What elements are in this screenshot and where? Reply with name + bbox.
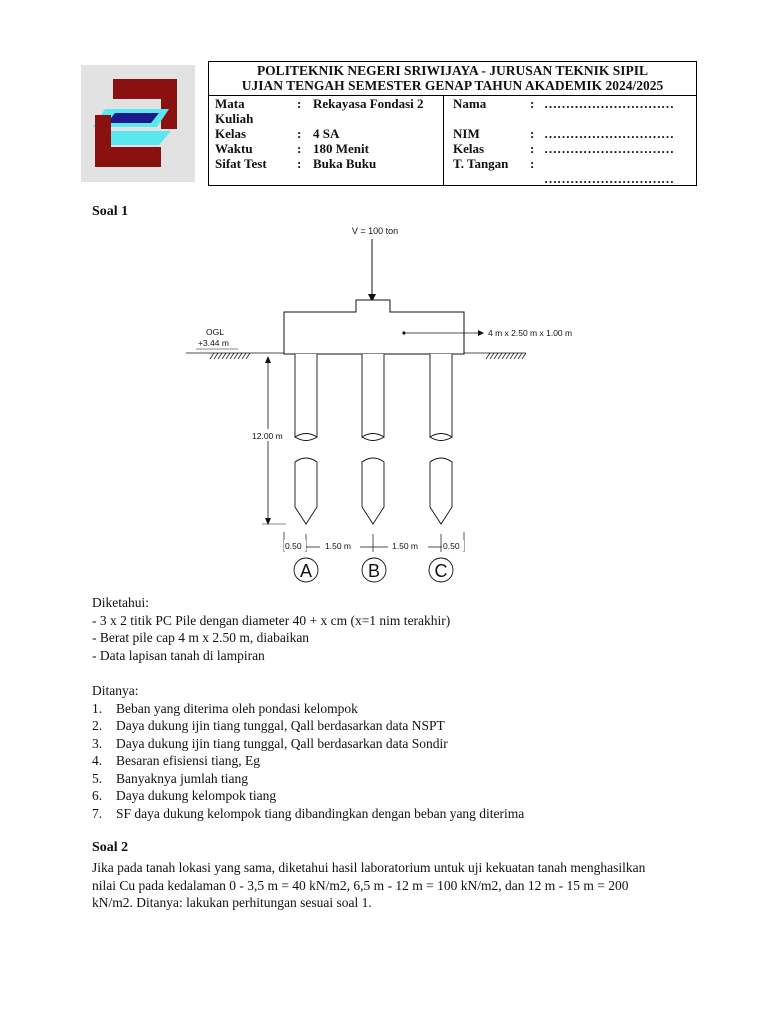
kelas-field[interactable]: ………………………… <box>544 141 674 156</box>
label-tanda-tangan: T. Tangan <box>453 156 509 171</box>
label-nim: NIM <box>453 126 480 141</box>
student-info <box>444 95 696 185</box>
ogl-label: OGL <box>206 327 224 337</box>
tanda-tangan-field[interactable]: ………………………… <box>544 171 674 186</box>
value-sifat-test: Buka Buku <box>313 156 377 171</box>
depth-label: 12.00 m <box>252 431 283 441</box>
list-text: Daya dukung kelompok tiang <box>116 788 277 803</box>
depth-arrowhead-top-icon <box>265 356 271 363</box>
list-number: 2. <box>92 718 103 733</box>
list-item <box>92 717 524 735</box>
value-mata-kuliah: Rekayasa Fondasi 2 <box>313 96 424 111</box>
ground-hatch-right <box>486 353 526 359</box>
header-title <box>209 62 696 96</box>
colon: : <box>297 141 302 156</box>
ditanya-section <box>92 682 524 822</box>
list-number: 7. <box>92 805 103 821</box>
list-number: 1. <box>92 700 103 716</box>
list-item <box>92 700 524 718</box>
pile-c <box>430 354 452 524</box>
list-item <box>92 770 524 788</box>
label-mata: Mata <box>215 96 245 111</box>
label-nama: Nama <box>453 96 487 111</box>
polsri-logo-icon <box>81 65 195 182</box>
exam-line: UJIAN TENGAH SEMESTER GENAP TAHUN AKADEMIK 2024/2025 <box>241 78 664 93</box>
label-kuliah: Kuliah <box>215 111 254 126</box>
pile-label-c: C <box>434 561 448 581</box>
exam-header <box>208 61 697 186</box>
list-text: Beban yang diterima oleh pondasi kelompok <box>116 700 358 716</box>
list-item <box>92 805 524 823</box>
spacing-dimension <box>284 532 464 552</box>
colon: : <box>297 156 302 171</box>
pile-b <box>362 354 384 524</box>
ogl-elevation: +3.44 m <box>198 338 229 348</box>
diketahui-item: - Data lapisan tanah di lampiran <box>92 647 265 663</box>
institution-line: POLITEKNIK NEGERI SRIWIJAYA - JURUSAN TEKNIK SIPIL <box>256 63 649 78</box>
cap-leader-arrowhead-icon <box>478 330 484 336</box>
diketahui-item: - 3 x 2 titik PC Pile dengan diameter 40 + x cm (x=1 nim terakhir) <box>92 612 451 628</box>
pile-a <box>295 354 317 524</box>
label-kelas: Kelas <box>215 126 247 141</box>
dim-left-edge: 0.50 <box>285 541 302 551</box>
list-item <box>92 735 524 753</box>
load-label: V = 100 ton <box>351 226 399 236</box>
list-text: Besaran efisiensi tiang, Eg <box>116 753 260 768</box>
colon: : <box>297 126 302 141</box>
colon: : <box>530 96 535 111</box>
nim-field[interactable]: ………………………… <box>544 126 674 141</box>
paragraph-line: Jika pada tanah lokasi yang sama, diketahui hasil laboratorium untuk uji kekuatan tanah menghasilkan <box>92 860 646 875</box>
pile-label-a: A <box>299 561 313 581</box>
list-text: Banyaknya jumlah tiang <box>116 770 248 786</box>
label-waktu: Waktu <box>215 141 253 156</box>
value-waktu: 180 Menit <box>313 141 369 156</box>
dim-spacing-bc: 1.50 m <box>392 541 418 551</box>
course-info <box>209 95 444 185</box>
paragraph-line: nilai Cu pada kedalaman 0 - 3,5 m = 40 kN/m2, 6,5 m - 12 m = 100 kN/m2, dan 12 m - 15 m = 200 <box>92 877 629 893</box>
pile-cap <box>284 300 464 354</box>
list-number: 6. <box>92 788 103 803</box>
nama-field[interactable]: ………………………… <box>544 96 674 111</box>
colon: : <box>297 96 302 111</box>
soal-2-title: Soal 2 <box>92 840 129 855</box>
label-sifat-test: Sifat Test <box>215 156 267 171</box>
ground-hatch-left <box>210 353 250 359</box>
dim-spacing-ab: 1.50 m <box>325 541 351 551</box>
value-kelas: 4 SA <box>313 126 340 141</box>
diketahui-title: Diketahui: <box>92 595 149 610</box>
list-item <box>92 787 524 805</box>
colon: : <box>530 126 535 141</box>
list-item <box>92 752 524 770</box>
ditanya-title: Ditanya: <box>92 683 139 698</box>
label-kelas-student: Kelas <box>453 141 485 156</box>
pile-label-b: B <box>367 561 381 581</box>
soal-2-text <box>92 859 692 912</box>
cap-marker <box>402 331 405 334</box>
dim-right-edge: 0.50 <box>443 541 460 551</box>
list-number: 3. <box>92 735 103 751</box>
soal-1-title: Soal 1 <box>92 204 129 219</box>
colon: : <box>530 141 535 156</box>
list-text: SF daya dukung kelompok tiang dibandingkan dengan beban yang diterima <box>116 805 525 821</box>
diketahui-item: - Berat pile cap 4 m x 2.50 m, diabaikan <box>92 630 310 645</box>
pile-foundation-diagram <box>180 222 600 584</box>
cap-dimension-label: 4 m x 2.50 m x 1.00 m <box>488 328 573 338</box>
list-text: Daya dukung ijin tiang tunggal, Qall berdasarkan data NSPT <box>116 718 445 733</box>
list-number: 4. <box>92 753 103 768</box>
diketahui-section <box>92 594 450 664</box>
list-text: Daya dukung ijin tiang tunggal, Qall berdasarkan data Sondir <box>116 735 448 751</box>
colon: : <box>530 156 535 171</box>
paragraph-line: kN/m2. Ditanya: lakukan perhitungan sesuai soal 1. <box>92 895 372 910</box>
list-number: 5. <box>92 770 103 786</box>
